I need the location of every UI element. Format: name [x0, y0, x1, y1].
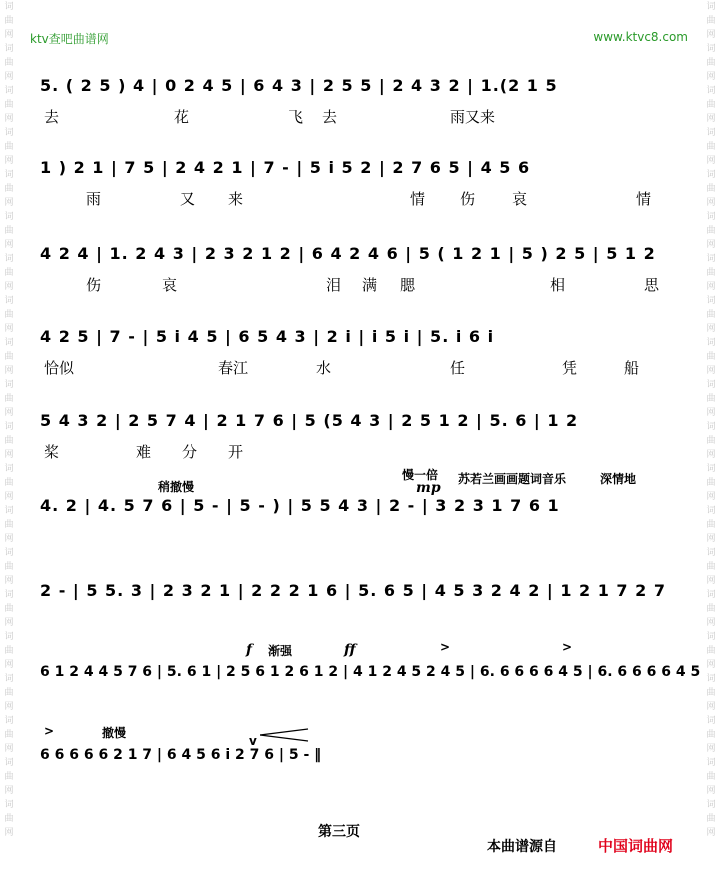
page-number: 第三页: [318, 824, 360, 840]
score-row-1: [40, 76, 690, 126]
notes-row-7: 2 - | 5 5. 3 | 2 3 2 1 | 2 2 2 1 6 | 5. 6 5 | 4 5 3 2 4 2 | 1 2 1 7 2 7: [40, 581, 666, 600]
source-label: 本曲谱源自: [487, 839, 557, 855]
notes-row-9: 6 6 6 6 6 2 1 7 | 6 4 5 6 i 2 7 6 | 5 - ‖: [40, 747, 322, 763]
mark-slow-slightly: 稍撤慢: [158, 480, 195, 494]
lyric-word: 分: [182, 443, 198, 461]
notes-row-1: 5. ( 2 5 ) 4 | 0 2 4 5 | 6 4 3 | 2 5 5 | 2 4 3 2 | 1.(2 1 5: [40, 76, 558, 95]
notes-row-8: 6 1 2 4 4 5 7 6 | 5. 6 1 | 2 5 6 1 2 6 1 2 | 4 1 2 4 5 2 4 5 | 6. 6 6 6 6 4 5 | 6. 6 6 6 6 4 5: [40, 664, 701, 680]
lyric-word: 恰似: [44, 359, 75, 377]
lyric-word: 情: [636, 190, 652, 208]
score-row-7: [40, 581, 690, 621]
side-watermark-right: 词曲网词曲网词曲网词曲网词曲网词曲网词曲网词曲网词曲网词曲网词曲网词曲网词曲网词曲网词曲网词曲网词曲网词曲网词曲网词曲网: [706, 2, 716, 838]
lyric-word: 凭: [562, 359, 578, 377]
lyric-word: 花: [174, 108, 190, 126]
lyric-word: 难: [136, 443, 152, 461]
notes-row-5: 5 4 3 2 | 2 5 7 4 | 2 1 7 6 | 5 (5 4 3 | 2 5 1 2 | 5. 6 | 1 2: [40, 411, 579, 430]
lyric-word: 开: [228, 443, 244, 461]
notes-row-2: 1 ) 2 1 | 7 5 | 2 4 2 1 | 7 - | 5 i 5 2 | 2 7 6 5 | 4 5 6: [40, 158, 531, 177]
notes-row-6: 4. 2 | 4. 5 7 6 | 5 - | 5 - ) | 5 5 4 3 | 2 - | 3 2 3 1 7 6 1: [40, 496, 560, 515]
lyric-word: 雨: [86, 190, 102, 208]
decrescendo-hairpin-icon: [260, 728, 310, 742]
lyric-word: 任: [450, 359, 466, 377]
header-site-right[interactable]: www.ktvc8.com: [593, 30, 688, 44]
score-row-3: [40, 244, 690, 294]
header-site-left[interactable]: ktv查吧曲谱网: [30, 32, 109, 46]
lyric-word: 伤: [86, 276, 102, 294]
lyrics-row-3: [40, 274, 690, 294]
lyric-word: 又: [180, 190, 196, 208]
score-row-6: [40, 496, 690, 536]
lyric-word: 桨: [44, 443, 60, 461]
mark-forte: f: [246, 642, 253, 658]
accent-mark-2: >: [562, 640, 573, 654]
mark-expression: 深情地: [600, 472, 637, 486]
lyric-word: 水: [316, 359, 332, 377]
lyric-word: 雨又来: [450, 108, 496, 126]
lyric-word: 去: [44, 108, 60, 126]
lyrics-row-1: [40, 106, 690, 126]
side-watermark-left: 词曲网词曲网词曲网词曲网词曲网词曲网词曲网词曲网词曲网词曲网词曲网词曲网词曲网词曲网词曲网词曲网词曲网词曲网词曲网词曲网: [4, 2, 14, 838]
lyrics-row-4: [40, 357, 690, 377]
lyric-word: 去: [322, 108, 338, 126]
lyric-word: 满: [362, 276, 378, 294]
mark-breath: v: [249, 734, 257, 748]
score-row-2: [40, 158, 690, 208]
lyric-word: 情: [410, 190, 426, 208]
lyric-word: 船: [624, 359, 640, 377]
mark-fortissimo: ff: [344, 642, 356, 658]
lyric-word: 春江: [218, 359, 249, 377]
lyric-word: 腮: [400, 276, 416, 294]
mark-mp: mp: [416, 480, 441, 496]
lyric-word: 哀: [162, 276, 178, 294]
source-site-link[interactable]: 中国词曲网: [598, 837, 674, 855]
score-row-4: [40, 327, 690, 377]
lyric-word: 飞: [288, 108, 304, 126]
mark-title-note: 苏若兰画画题词音乐: [458, 472, 567, 486]
score-row-9: [40, 747, 690, 787]
mark-slow-down: 撤慢: [102, 726, 127, 740]
score-row-8: [40, 664, 701, 704]
lyric-word: 思: [644, 276, 660, 294]
lyrics-row-5: [40, 441, 690, 461]
score-row-5: [40, 411, 690, 461]
accent-mark-1: >: [440, 640, 451, 654]
notes-row-4: 4 2 5 | 7 - | 5 i 4 5 | 6 5 4 3 | 2 i | i 5 i | 5. i 6 i: [40, 327, 495, 346]
lyric-word: 泪: [326, 276, 342, 294]
notes-row-3: 4 2 4 | 1. 2 4 3 | 2 3 2 1 2 | 6 4 2 4 6 | 5 ( 1 2 1 | 5 ) 2 5 | 5 1 2: [40, 244, 656, 263]
mark-slow-double: 慢一倍: [402, 468, 439, 482]
accent-mark-3: >: [44, 724, 55, 738]
mark-crescendo: 渐强: [268, 644, 293, 658]
lyric-word: 伤: [460, 190, 476, 208]
lyric-word: 哀: [512, 190, 528, 208]
lyric-word: 来: [228, 190, 244, 208]
lyrics-row-2: [40, 188, 690, 208]
lyric-word: 相: [550, 276, 566, 294]
